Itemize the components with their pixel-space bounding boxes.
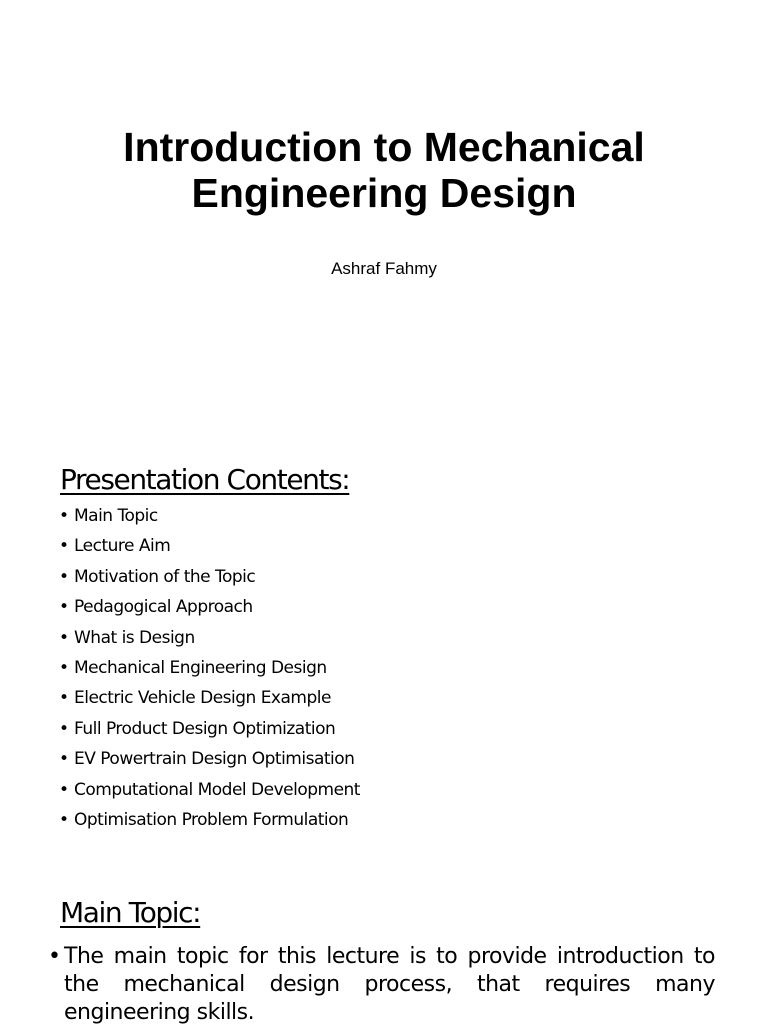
main-topic-paragraph bbox=[48, 943, 715, 1024]
contents-item bbox=[59, 805, 360, 835]
contents-item bbox=[59, 562, 360, 592]
contents-item-label: EV Powertrain Design Optimisation bbox=[74, 749, 355, 770]
bullet-icon: • bbox=[59, 597, 69, 618]
main-topic-slide bbox=[0, 870, 768, 1024]
main-topic-heading: Main Topic: bbox=[60, 896, 201, 929]
contents-slide bbox=[0, 445, 768, 870]
bullet-icon: • bbox=[59, 657, 69, 678]
bullet-icon: • bbox=[59, 506, 69, 526]
bullet-icon: • bbox=[59, 718, 69, 739]
contents-item-label: What is Design bbox=[74, 627, 195, 648]
contents-item bbox=[59, 714, 360, 744]
contents-item-label: Pedagogical Approach bbox=[74, 597, 253, 618]
bullet-icon: • bbox=[59, 809, 69, 830]
contents-item bbox=[59, 592, 360, 622]
bullet-icon: • bbox=[59, 627, 69, 648]
contents-item bbox=[59, 653, 360, 683]
contents-item-label: Mechanical Engineering Design bbox=[74, 657, 327, 678]
author-name: Ashraf Fahmy bbox=[331, 259, 437, 278]
contents-item-label: Full Product Design Optimization bbox=[74, 718, 336, 739]
contents-item-label: Motivation of the Topic bbox=[74, 566, 256, 587]
contents-heading: Presentation Contents: bbox=[60, 463, 350, 496]
contents-item bbox=[59, 744, 360, 774]
bullet-icon: • bbox=[59, 749, 69, 770]
presentation-title bbox=[0, 124, 768, 216]
contents-item bbox=[59, 531, 360, 561]
contents-item-label: Optimisation Problem Formulation bbox=[74, 809, 349, 830]
contents-item bbox=[59, 623, 360, 653]
bullet-icon: • bbox=[59, 688, 69, 709]
contents-item bbox=[59, 501, 360, 531]
contents-item-label: Main Topic bbox=[74, 506, 158, 526]
contents-item-label: Electric Vehicle Design Example bbox=[74, 688, 331, 709]
title-line-1: Introduction to Mechanical bbox=[123, 124, 645, 170]
contents-item bbox=[59, 775, 360, 805]
contents-item-label: Lecture Aim bbox=[74, 536, 171, 557]
bullet-icon: • bbox=[59, 536, 69, 557]
contents-item bbox=[59, 683, 360, 713]
contents-item-label: Computational Model Development bbox=[74, 779, 360, 800]
title-slide bbox=[0, 0, 768, 445]
bullet-icon: • bbox=[59, 566, 69, 587]
bullet-icon: • bbox=[59, 779, 69, 800]
contents-list bbox=[59, 501, 360, 835]
bullet-icon: • bbox=[48, 944, 61, 969]
main-topic-text: The main topic for this lecture is to provide introduction to the mechanical design process, that requires many engineering skills. bbox=[64, 944, 715, 1024]
title-line-2: Engineering Design bbox=[191, 170, 577, 216]
